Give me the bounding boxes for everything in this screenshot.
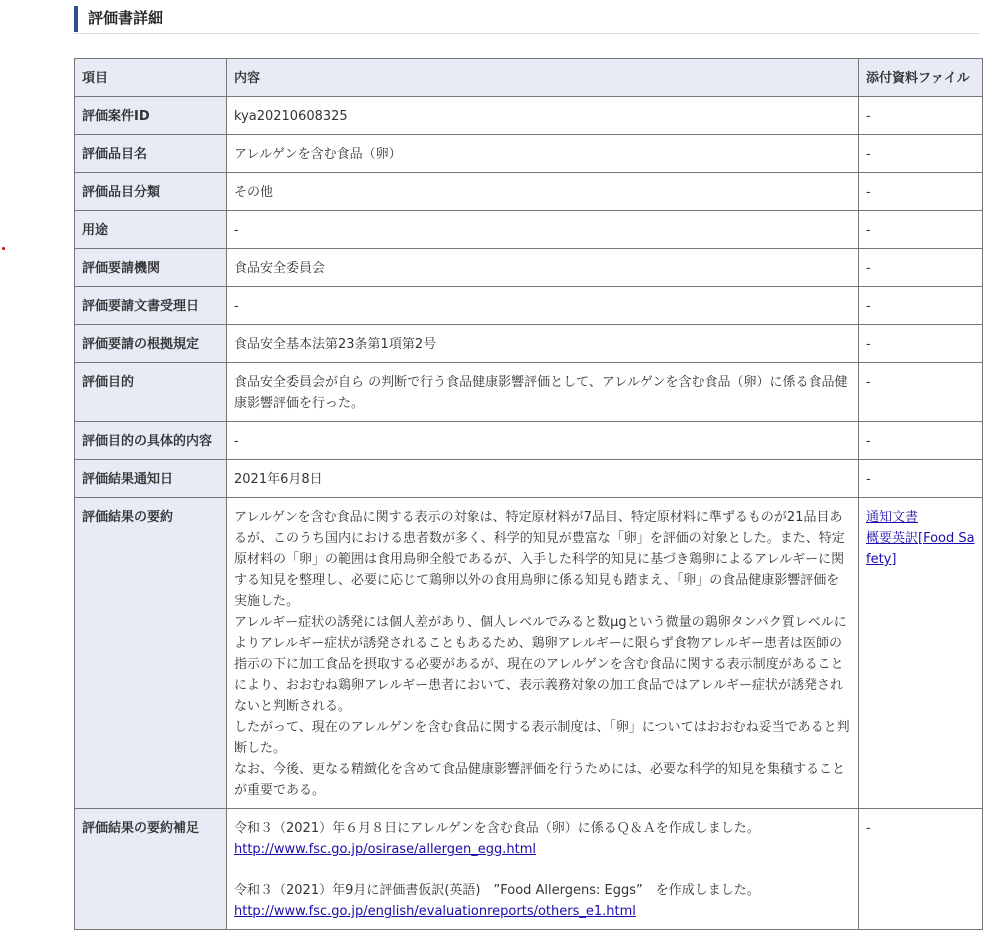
table-row [75,135,983,173]
table-row-supplement [75,809,983,930]
row-value: - [227,422,859,460]
row-value: 食品安全委員会 [227,249,859,287]
row-attachment: - [859,287,983,325]
summary-paragraph: アレルゲンを含む食品に関する表示の対象は、特定原材料が7品目、特定原材料に準ずるものが21品目あるが、このうち国内における患者数が多く、科学的知見が豊富な「卵」を評価の対象とした。また、特定原材料の「卵」の範囲は食用鳥卵全般であるが、入手した科学的知見に基づき鶏卵によるアレルギーに関する知見を整理し、必要に応じて鶏卵以外の食用鳥卵に係る知見も踏まえ、「卵」の食品健康影響評価を実施した。 [234,510,845,609]
supplement-line: 令和３（2021）年9月に評価書仮訳(英語) ”Food Allergens: Eggs” を作成しました。 [234,883,760,898]
row-label: 評価要請の根拠規定 [75,325,227,363]
page-title-text: 評価書詳細 [88,9,164,27]
table-row [75,211,983,249]
spacer [234,860,852,880]
table-row [75,460,983,498]
row-attachment: - [859,173,983,211]
row-attachment: - [859,363,983,422]
row-attachment: - [859,809,983,930]
english-report-link[interactable]: http://www.fsc.go.jp/english/evaluationreports/others_e1.html [234,904,636,919]
row-label: 評価結果の要約 [75,498,227,809]
row-value: 食品安全基本法第23条第1項第2号 [227,325,859,363]
row-attachment: - [859,325,983,363]
red-dot-marker [2,247,5,250]
table-header-row [75,59,983,97]
row-value: - [227,211,859,249]
row-label: 評価結果通知日 [75,460,227,498]
row-value: 食品安全委員会が自ら の判断で行う食品健康影響評価として、アレルゲンを含む食品（卵）に係る食品健康影響評価を行った。 [227,363,859,422]
row-value: その他 [227,173,859,211]
row-attachment: - [859,135,983,173]
notice-document-link[interactable]: 通知文書 [866,510,919,525]
supplement-line: 令和３（2021）年６月８日にアレルゲンを含む食品（卵）に係るＱ＆Ａを作成しました。 [234,821,760,836]
summary-paragraph: アレルギー症状の誘発には個人差があり、個人レベルでみると数μgという微量の鶏卵タンパク質レベルによりアレルギー症状が誘発されることもあるため、鶏卵アレルギーに限らず食物アレルギー患者は医師の指示の下に加工食品を摂取する必要があるが、現在のアレルゲンを含む食品に関する表示制度があることにより、おおむね鶏卵アレルギー患者において、表示義務対象の加工食品ではアレルギー症状が誘発されないと判断される。 [234,615,847,714]
row-label: 用途 [75,211,227,249]
row-value: アレルゲンを含む食品（卵） [227,135,859,173]
row-label: 評価品目名 [75,135,227,173]
table-row [75,287,983,325]
row-label: 評価案件ID [75,97,227,135]
qa-link[interactable]: http://www.fsc.go.jp/osirase/allergen_egg.html [234,842,536,857]
row-label: 評価結果の要約補足 [75,809,227,930]
summary-paragraph: なお、今後、更なる精緻化を含めて食品健康影響評価を行うためには、必要な科学的知見を集積することが重要である。 [234,762,846,798]
supplement-text [227,809,859,930]
row-value: kya20210608325 [227,97,859,135]
row-value: 2021年6月8日 [227,460,859,498]
header-content: 内容 [227,59,859,97]
detail-table [74,58,983,930]
row-attachment: - [859,460,983,498]
table-row [75,325,983,363]
header-item: 項目 [75,59,227,97]
table-row [75,97,983,135]
row-attachment: - [859,249,983,287]
row-value: - [227,287,859,325]
english-summary-link[interactable]: 概要英訳[Food Safety] [866,531,975,567]
row-label: 評価目的の具体的内容 [75,422,227,460]
summary-attachments [859,498,983,809]
row-label: 評価要請機関 [75,249,227,287]
row-attachment: - [859,422,983,460]
table-row [75,173,983,211]
table-row [75,422,983,460]
header-attachments: 添付資料ファイル [859,59,983,97]
summary-paragraph: したがって、現在のアレルゲンを含む食品に関する表示制度は、「卵」についてはおおむね妥当であると判断した。 [234,720,850,756]
table-row [75,363,983,422]
title-accent-bar [74,6,78,32]
summary-text [227,498,859,809]
row-label: 評価要請文書受理日 [75,287,227,325]
page-title [74,4,980,34]
table-row [75,249,983,287]
row-attachment: - [859,211,983,249]
row-attachment: - [859,97,983,135]
row-label: 評価目的 [75,363,227,422]
row-label: 評価品目分類 [75,173,227,211]
table-row-summary [75,498,983,809]
